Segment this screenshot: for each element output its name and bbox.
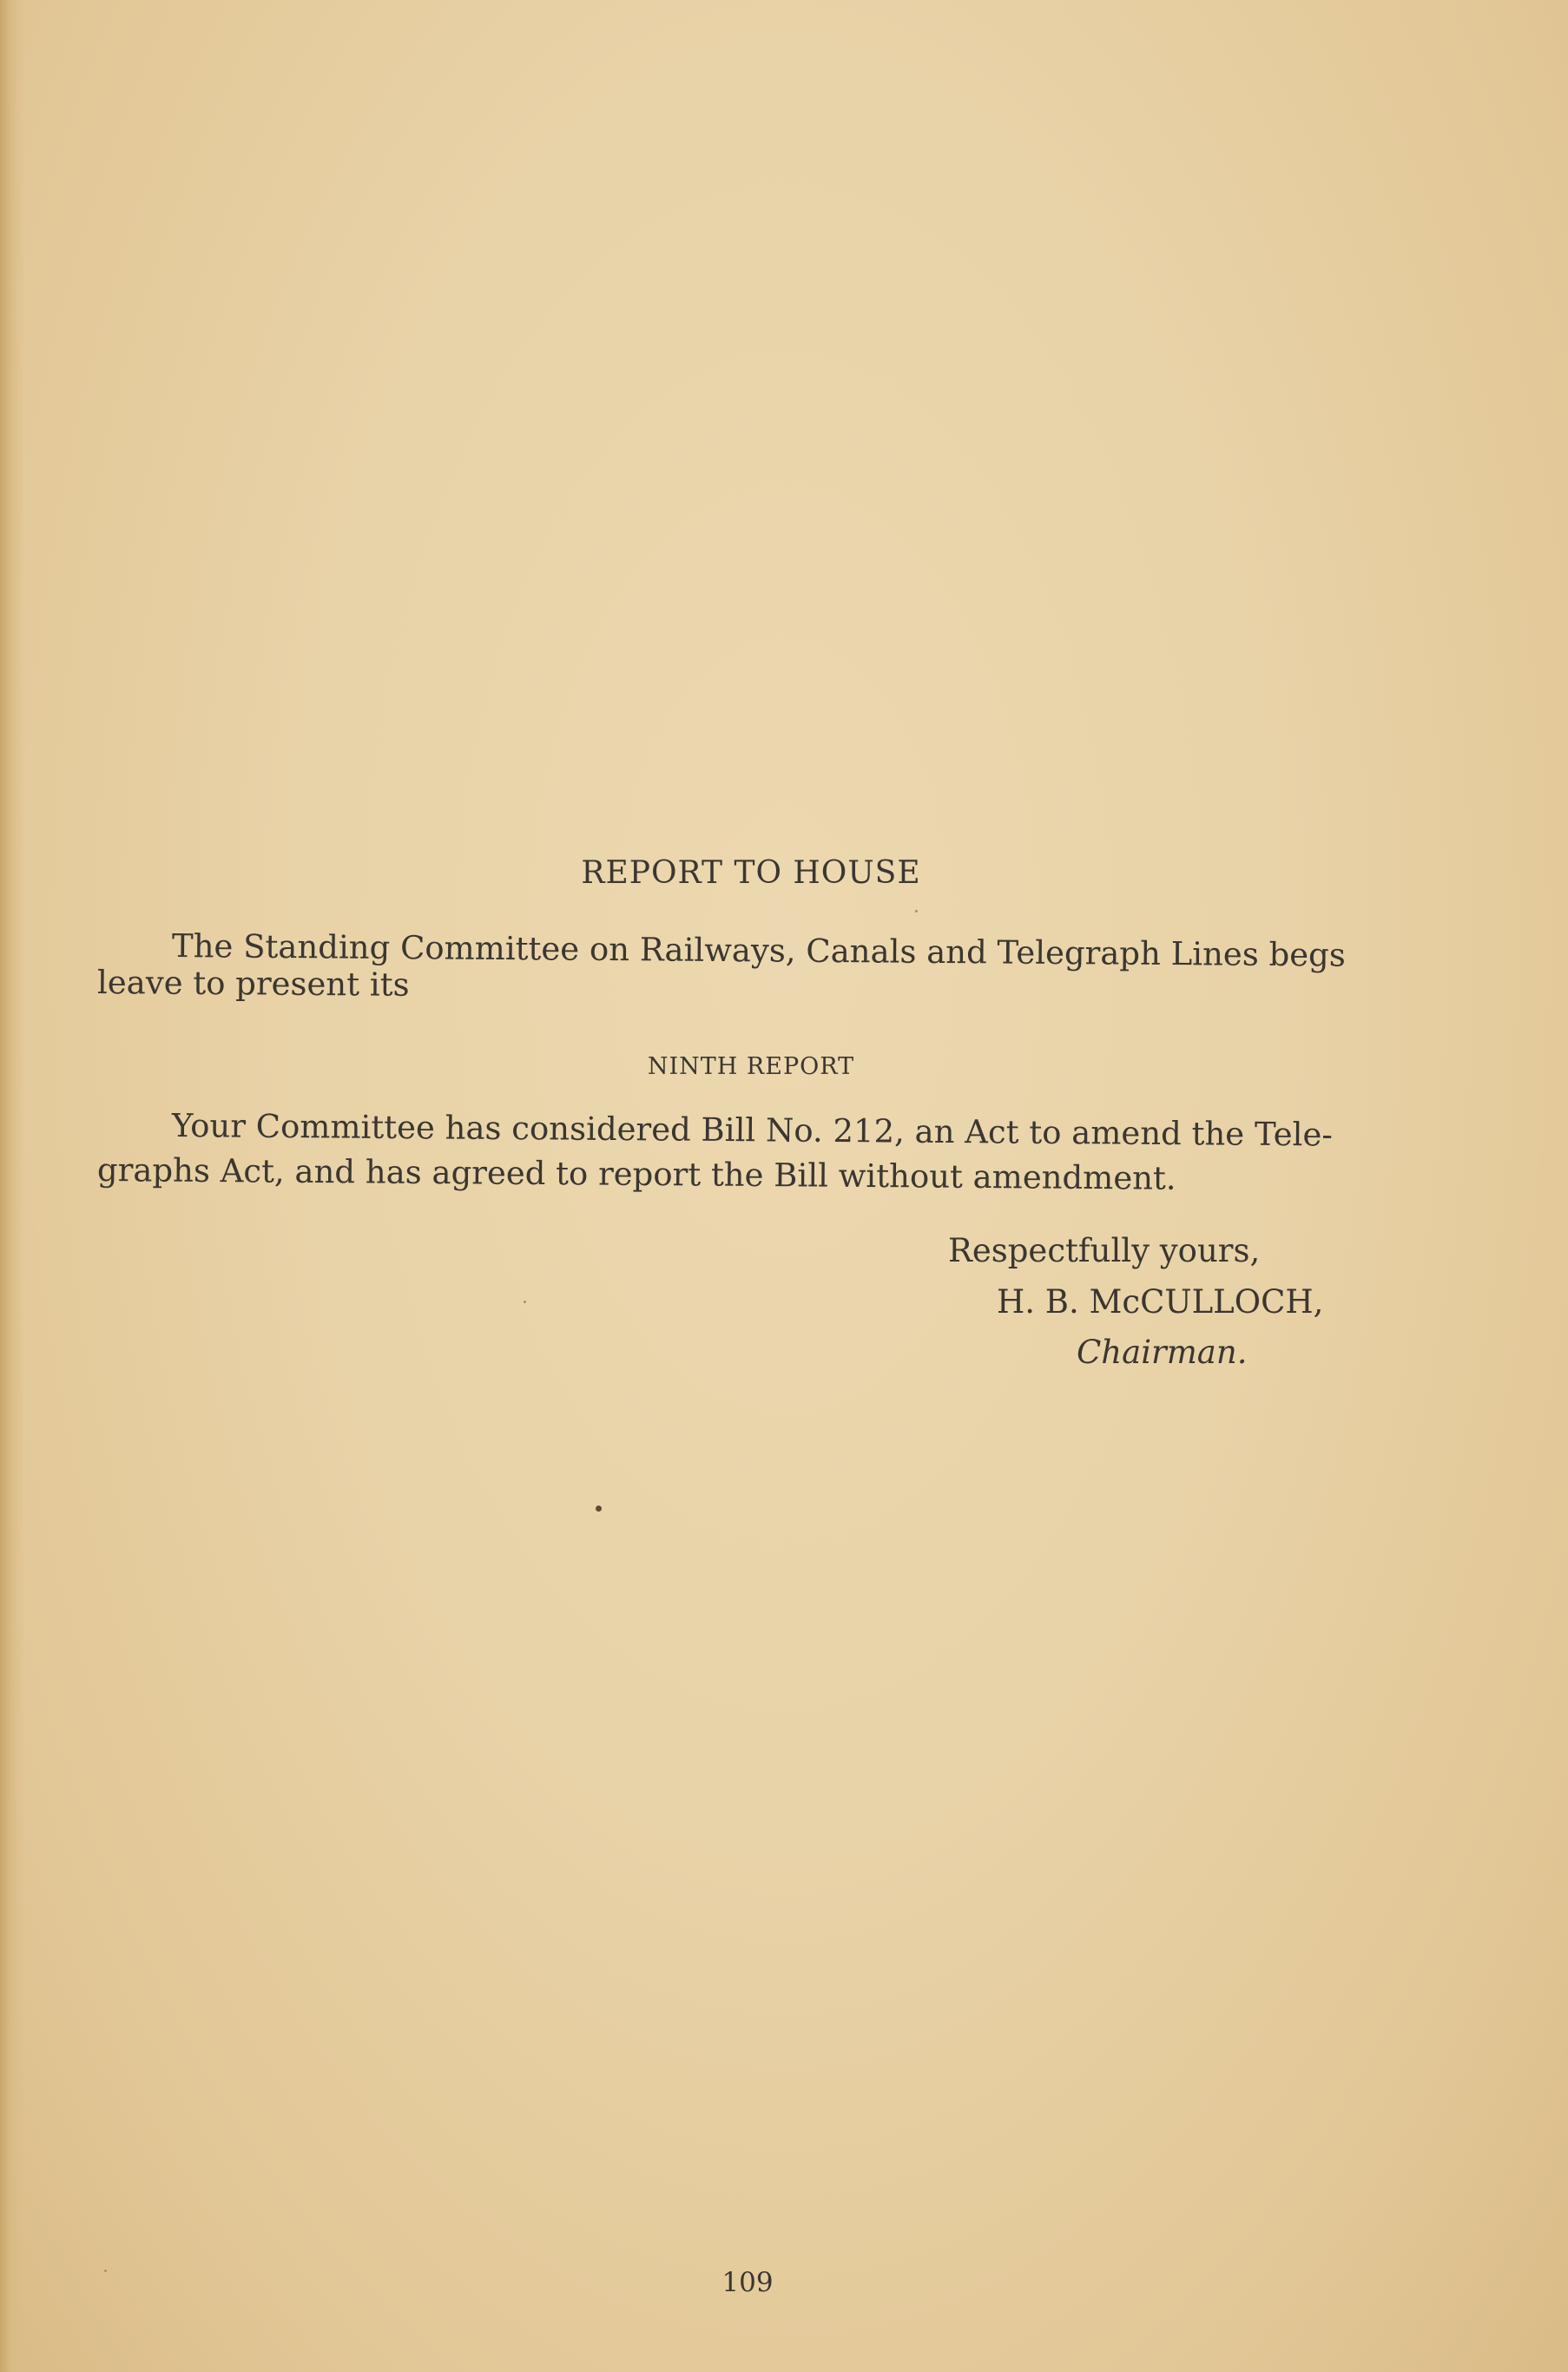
paragraph-2-line-1: Your Committee has considered Bill No. 212, an Act to amend the Tele- xyxy=(171,1107,1334,1154)
closing-salutation: Respectfully yours, xyxy=(948,1232,1261,1269)
signer-title: Chairman. xyxy=(1077,1334,1248,1371)
paragraph-1-line-2: leave to present its xyxy=(96,964,410,1004)
paper-speck xyxy=(596,1506,602,1512)
paper-speck xyxy=(915,910,918,913)
page-edge-shadow xyxy=(0,0,24,2372)
page-number: 109 xyxy=(721,2267,774,2298)
paper-speck xyxy=(524,1301,526,1303)
paper-speck xyxy=(104,2270,107,2272)
report-subheading: NINTH REPORT xyxy=(647,1053,855,1080)
paragraph-1-line-1: The Standing Committee on Railways, Canals and Telegraph Lines begs xyxy=(171,927,1346,974)
paragraph-2-line-2: graphs Act, and has agreed to report the Bill without amendment. xyxy=(96,1151,1176,1197)
signer-name: H. B. McCULLOCH, xyxy=(997,1283,1324,1321)
report-heading: REPORT TO HOUSE xyxy=(581,855,921,891)
